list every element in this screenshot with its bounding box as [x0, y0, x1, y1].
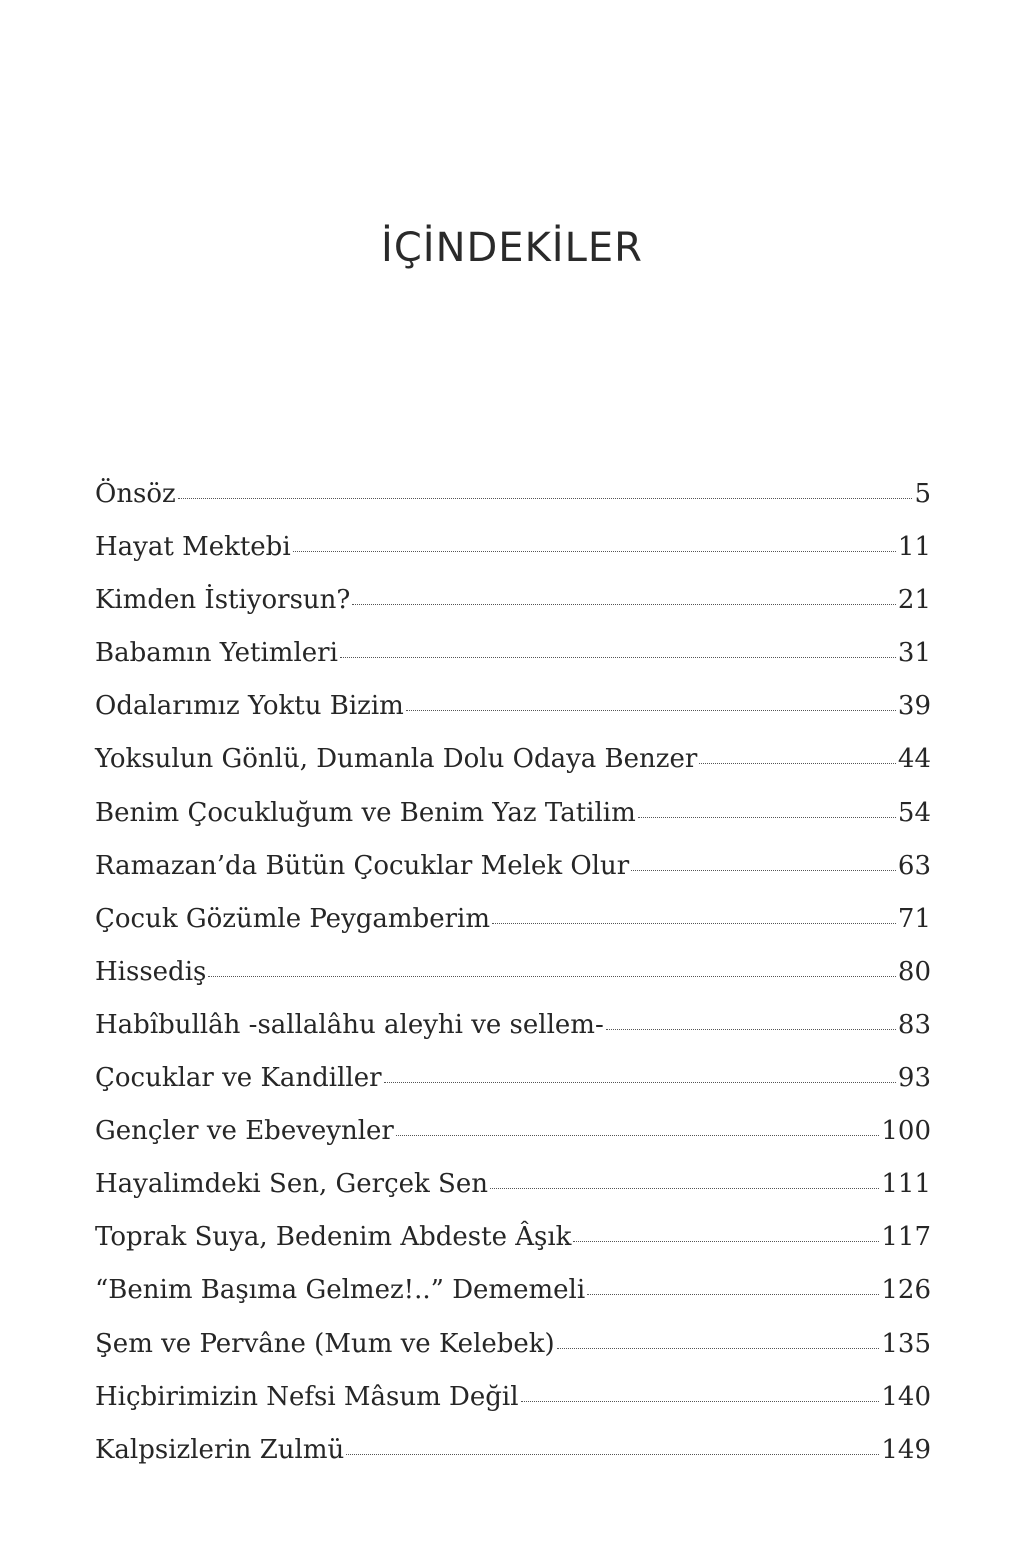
toc-entry-page: 11	[897, 532, 931, 563]
dot-leader	[638, 817, 896, 818]
toc-entry-page: 21	[897, 585, 931, 616]
toc-entry	[95, 1056, 931, 1109]
toc-entry	[95, 1162, 931, 1215]
toc-entry	[95, 525, 931, 578]
toc-entry-title: Gençler ve Ebeveynler	[95, 1116, 394, 1147]
toc-entry-title: Çocuklar ve Kandiller	[95, 1063, 382, 1094]
dot-leader	[699, 763, 896, 764]
toc-entry-title: Benim Çocukluğum ve Benim Yaz Tatilim	[95, 797, 636, 828]
dot-leader	[606, 1029, 896, 1030]
dot-leader	[490, 1188, 879, 1189]
toc-entry-page: 80	[897, 956, 931, 987]
dot-leader	[521, 1401, 880, 1402]
toc-entry-page: 39	[897, 691, 931, 722]
toc-entry	[95, 1109, 931, 1162]
dot-leader	[293, 551, 896, 552]
toc-entry-page: 44	[897, 744, 931, 775]
dot-leader	[340, 657, 896, 658]
dot-leader	[346, 1454, 879, 1455]
toc-entry-page: 63	[897, 850, 931, 881]
toc-entry	[95, 684, 931, 737]
toc-entry-title: Yoksulun Gönlü, Dumanla Dolu Odaya Benzer	[95, 744, 698, 775]
toc-entry	[95, 737, 931, 790]
toc-entry-title: Hiçbirimizin Nefsi Mâsum Değil	[95, 1381, 519, 1412]
toc-entry-title: Kalpsizlerin Zulmü	[95, 1434, 345, 1465]
toc-entry	[95, 791, 931, 844]
dot-leader	[631, 870, 896, 871]
table-of-contents	[95, 472, 931, 1481]
toc-entry-title: Ramazan’da Bütün Çocuklar Melek Olur	[95, 850, 630, 881]
toc-entry-page: 111	[881, 1169, 931, 1200]
toc-entry-title: Hayalimdeki Sen, Gerçek Sen	[95, 1169, 488, 1200]
dot-leader	[384, 1082, 896, 1083]
toc-entry-page: 126	[881, 1275, 931, 1306]
toc-entry-title: “Benim Başıma Gelmez!..” Dememeli	[95, 1275, 586, 1306]
toc-entry	[95, 1003, 931, 1056]
toc-entry	[95, 1428, 931, 1481]
dot-leader	[587, 1294, 879, 1295]
toc-entry-title: Babamın Yetimleri	[95, 638, 338, 669]
toc-entry-title: Önsöz	[95, 479, 176, 509]
toc-entry-title: Çocuk Gözümle Peygamberim	[95, 903, 490, 934]
toc-entry-title: Hayat Mektebi	[95, 532, 291, 563]
toc-entry-title: Hissediş	[95, 956, 207, 987]
toc-entry	[95, 578, 931, 631]
toc-entry-title: Toprak Suya, Bedenim Abdeste Âşık	[95, 1222, 572, 1253]
toc-entry	[95, 631, 931, 684]
toc-entry	[95, 950, 931, 1003]
toc-entry	[95, 1268, 931, 1321]
toc-entry	[95, 1375, 931, 1428]
toc-entry	[95, 472, 931, 525]
toc-entry-page: 100	[881, 1116, 931, 1147]
dot-leader	[208, 976, 896, 977]
toc-entry-page: 5	[914, 479, 931, 509]
toc-entry-page: 31	[897, 638, 931, 669]
toc-entry-title: Şem ve Pervâne (Mum ve Kelebek)	[95, 1328, 555, 1359]
dot-leader	[573, 1241, 879, 1242]
toc-entry	[95, 844, 931, 897]
dot-leader	[178, 498, 913, 499]
toc-entry	[95, 1215, 931, 1268]
toc-entry-page: 135	[881, 1328, 931, 1359]
toc-entry-page: 71	[897, 903, 931, 934]
dot-leader	[396, 1135, 880, 1136]
dot-leader	[492, 923, 896, 924]
dot-leader	[406, 710, 896, 711]
toc-entry-page: 83	[897, 1009, 931, 1040]
toc-entry-page: 140	[881, 1381, 931, 1412]
toc-entry-title: Kimden İstiyorsun?	[95, 585, 351, 616]
dot-leader	[352, 604, 896, 605]
toc-entry-page: 54	[897, 797, 931, 828]
toc-entry	[95, 1322, 931, 1375]
toc-entry-page: 117	[881, 1222, 931, 1253]
dot-leader	[557, 1348, 880, 1349]
toc-entry-page: 149	[881, 1434, 931, 1465]
page-title: İÇİNDEKİLER	[381, 225, 643, 271]
toc-entry	[95, 897, 931, 950]
toc-entry-page: 93	[897, 1063, 931, 1094]
toc-entry-title: Odalarımız Yoktu Bizim	[95, 691, 404, 722]
toc-entry-title: Habîbullâh -sallalâhu aleyhi ve sellem-	[95, 1009, 604, 1040]
